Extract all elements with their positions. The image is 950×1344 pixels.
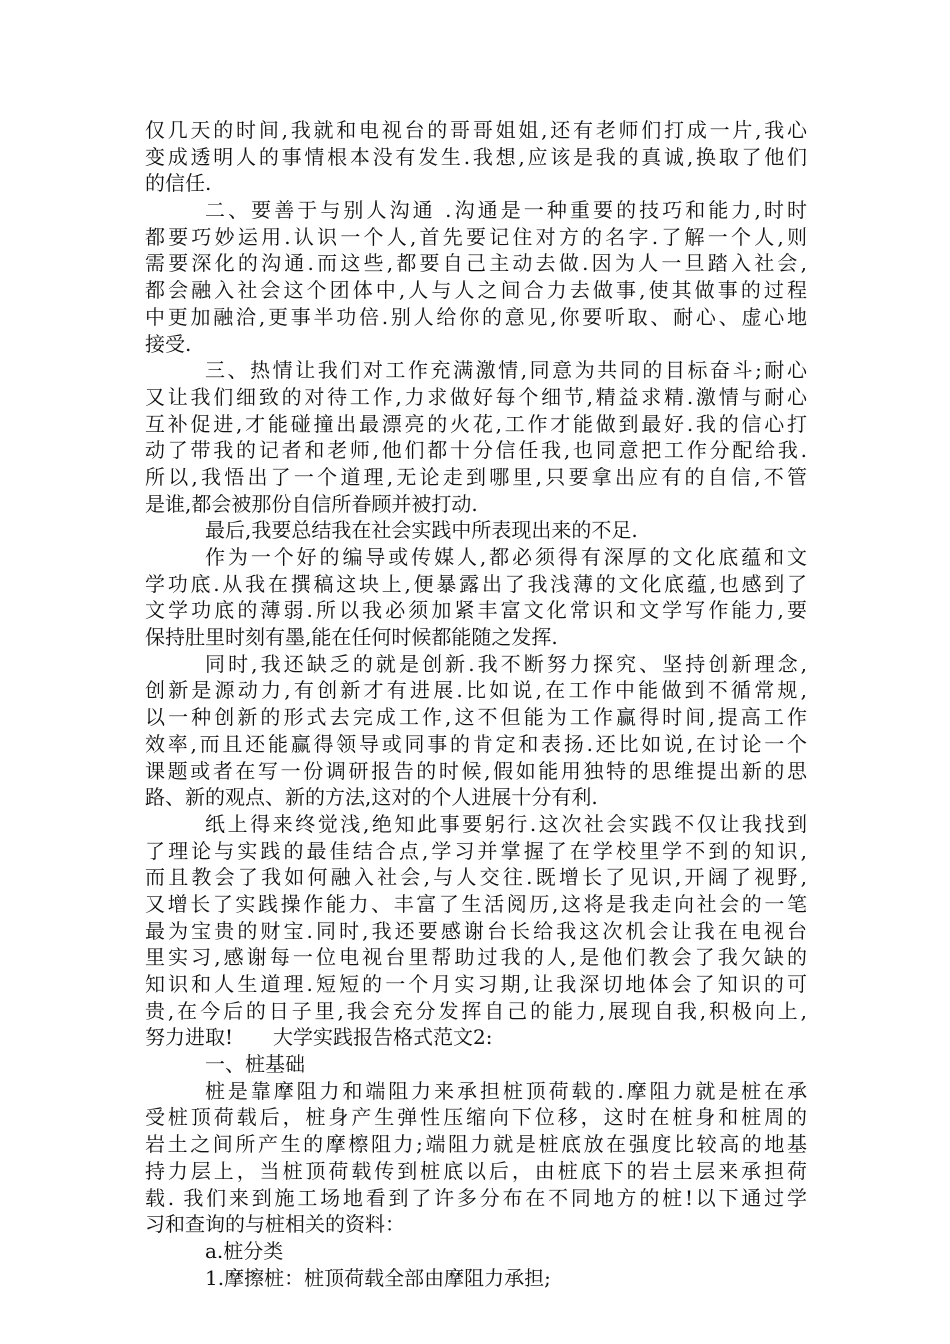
paragraph-p3 [145,357,807,517]
text-line: 作为一个好的编导或传媒人,都必须得有深厚的文化底蕴和文 [205,545,807,569]
paragraph-p10 [145,1238,807,1265]
text-line: 变成透明人的事情根本没有发生.我想,应该是我的真诚,换取了他们 [145,144,807,169]
text-line: 里实习,感谢每一位电视台里帮助过我的人,是他们教会了我欠缺的 [145,945,807,970]
text-line: 1.摩擦桩：桩顶荷载全部由摩阻力承担; [205,1265,551,1290]
text-line: 三、热情让我们对工作充满激情,同意为共同的目标奋斗;耐心 [205,358,807,383]
text-line: 岩土之间所产生的摩檫阻力;端阻力就是桩底放在强度比较高的地基 [145,1132,807,1157]
paragraph-p6 [145,651,807,811]
text-line: 最为宝贵的财宝.同时,我还要感谢台长给我这次机会让我在电视台 [145,918,807,943]
paragraph-p8 [145,1051,807,1078]
text-line: 而且教会了我如何融入社会,与人交往.既增长了见识,开阔了视野, [145,865,807,890]
text-line: 效率,而且还能赢得领导或同事的肯定和表扬.还比如说,在讨论一个 [145,731,807,756]
paragraph-p4 [145,517,807,544]
text-line: 纸上得来终觉浅,绝知此事要躬行.这次社会实践不仅让我找到 [205,811,807,836]
paragraph-p7 [145,811,807,1051]
text-line: 以一种创新的形式去完成工作,这不但能为工作赢得时间,提高工作 [145,705,807,730]
text-line: 动了带我的记者和老师,他们都十分信任我,也同意把工作分配给我. [145,438,807,463]
text-line: 习和查询的与桩相关的资料： [145,1212,405,1237]
text-line: a.桩分类 [205,1238,284,1263]
paragraph-p5 [145,544,807,651]
text-line: 知识和人生道理.短短的一个月实习期,让我深切地体会了知识的可 [145,972,807,996]
text-line: 接受. [145,331,192,356]
document-page [145,117,807,1291]
text-line: 文学功底的薄弱.所以我必须加紧丰富文化常识和文学写作能力,要 [145,598,807,623]
text-line: 最后,我要总结我在社会实践中所表现出来的不足. [205,518,638,543]
text-line: 受桩顶荷载后，桩身产生弹性压缩向下位移，这时在桩身和桩周的 [145,1105,807,1130]
text-line: 中更加融洽,更事半功倍.别人给你的意见,你要听取、耐心、虚心地 [145,304,807,329]
text-line: 贵,在今后的日子里,我会充分发挥自己的能力,展现自我,积极向上, [145,998,807,1023]
text-line: 一、桩基础 [205,1052,305,1077]
text-line: 了理论与实践的最佳结合点,学习并掌握了在学校里学不到的知识, [145,838,807,863]
paragraph-p1 [145,117,807,197]
paragraph-p9 [145,1078,807,1238]
text-line: 都要巧妙运用.认识一个人,首先要记住对方的名字.了解一个人,则 [145,224,807,249]
text-line: 都会融入社会这个团体中,人与人之间合力去做事,使其做事的过程 [145,278,807,303]
paragraph-p11 [145,1265,807,1292]
text-line: 的信任. [145,171,212,196]
text-line: 互补促进,才能碰撞出最漂亮的火花,工作才能做到最好.我的信心打 [145,411,807,436]
text-line: 所以,我悟出了一个道理,无论走到哪里,只要拿出应有的自信,不管 [145,464,807,489]
text-line: 努力进取! 大学实践报告格式范文2: [145,1025,493,1050]
text-line: 需要深化的沟通.而这些,都要自己主动去做.因为人一旦踏入社会, [145,251,807,276]
text-line: 同时,我还缺乏的就是创新.我不断努力探究、坚持创新理念, [205,651,807,676]
text-line: 课题或者在写一份调研报告的时候,假如能用独特的思维提出新的思 [145,758,807,783]
text-line: 桩是靠摩阻力和端阻力来承担桩顶荷载的.摩阻力就是桩在承 [205,1078,807,1103]
text-line: 二、要善于与别人沟通 .沟通是一种重要的技巧和能力,时时 [205,198,807,223]
text-line: 保持肚里时刻有墨,能在任何时候都能随之发挥. [145,625,558,650]
text-line: 学功底.从我在撰稿这块上,便暴露出了我浅薄的文化底蕴,也感到了 [145,571,807,596]
text-line: 是谁,都会被那份自信所眷顾并被打动. [145,491,478,516]
text-line: 路、新的观点、新的方法,这对的个人进展十分有利. [145,785,598,810]
text-line: 又让我们细致的对待工作,力求做好每个细节,精益求精.激情与耐心 [145,384,807,409]
text-line: 创新是源动力,有创新才有进展.比如说,在工作中能做到不循常规, [145,678,807,703]
text-line: 又增长了实践操作能力、丰富了生活阅历,这将是我走向社会的一笔 [145,891,807,916]
text-line: 仅几天的时间,我就和电视台的哥哥姐姐,还有老师们打成一片,我心 [145,118,807,142]
text-line: 载. 我们来到施工场地看到了许多分布在不同地方的桩!以下通过学 [145,1185,807,1210]
paragraph-p2 [145,197,807,357]
text-line: 持力层上，当桩顶荷载传到桩底以后，由桩底下的岩土层来承担荷 [145,1158,807,1183]
